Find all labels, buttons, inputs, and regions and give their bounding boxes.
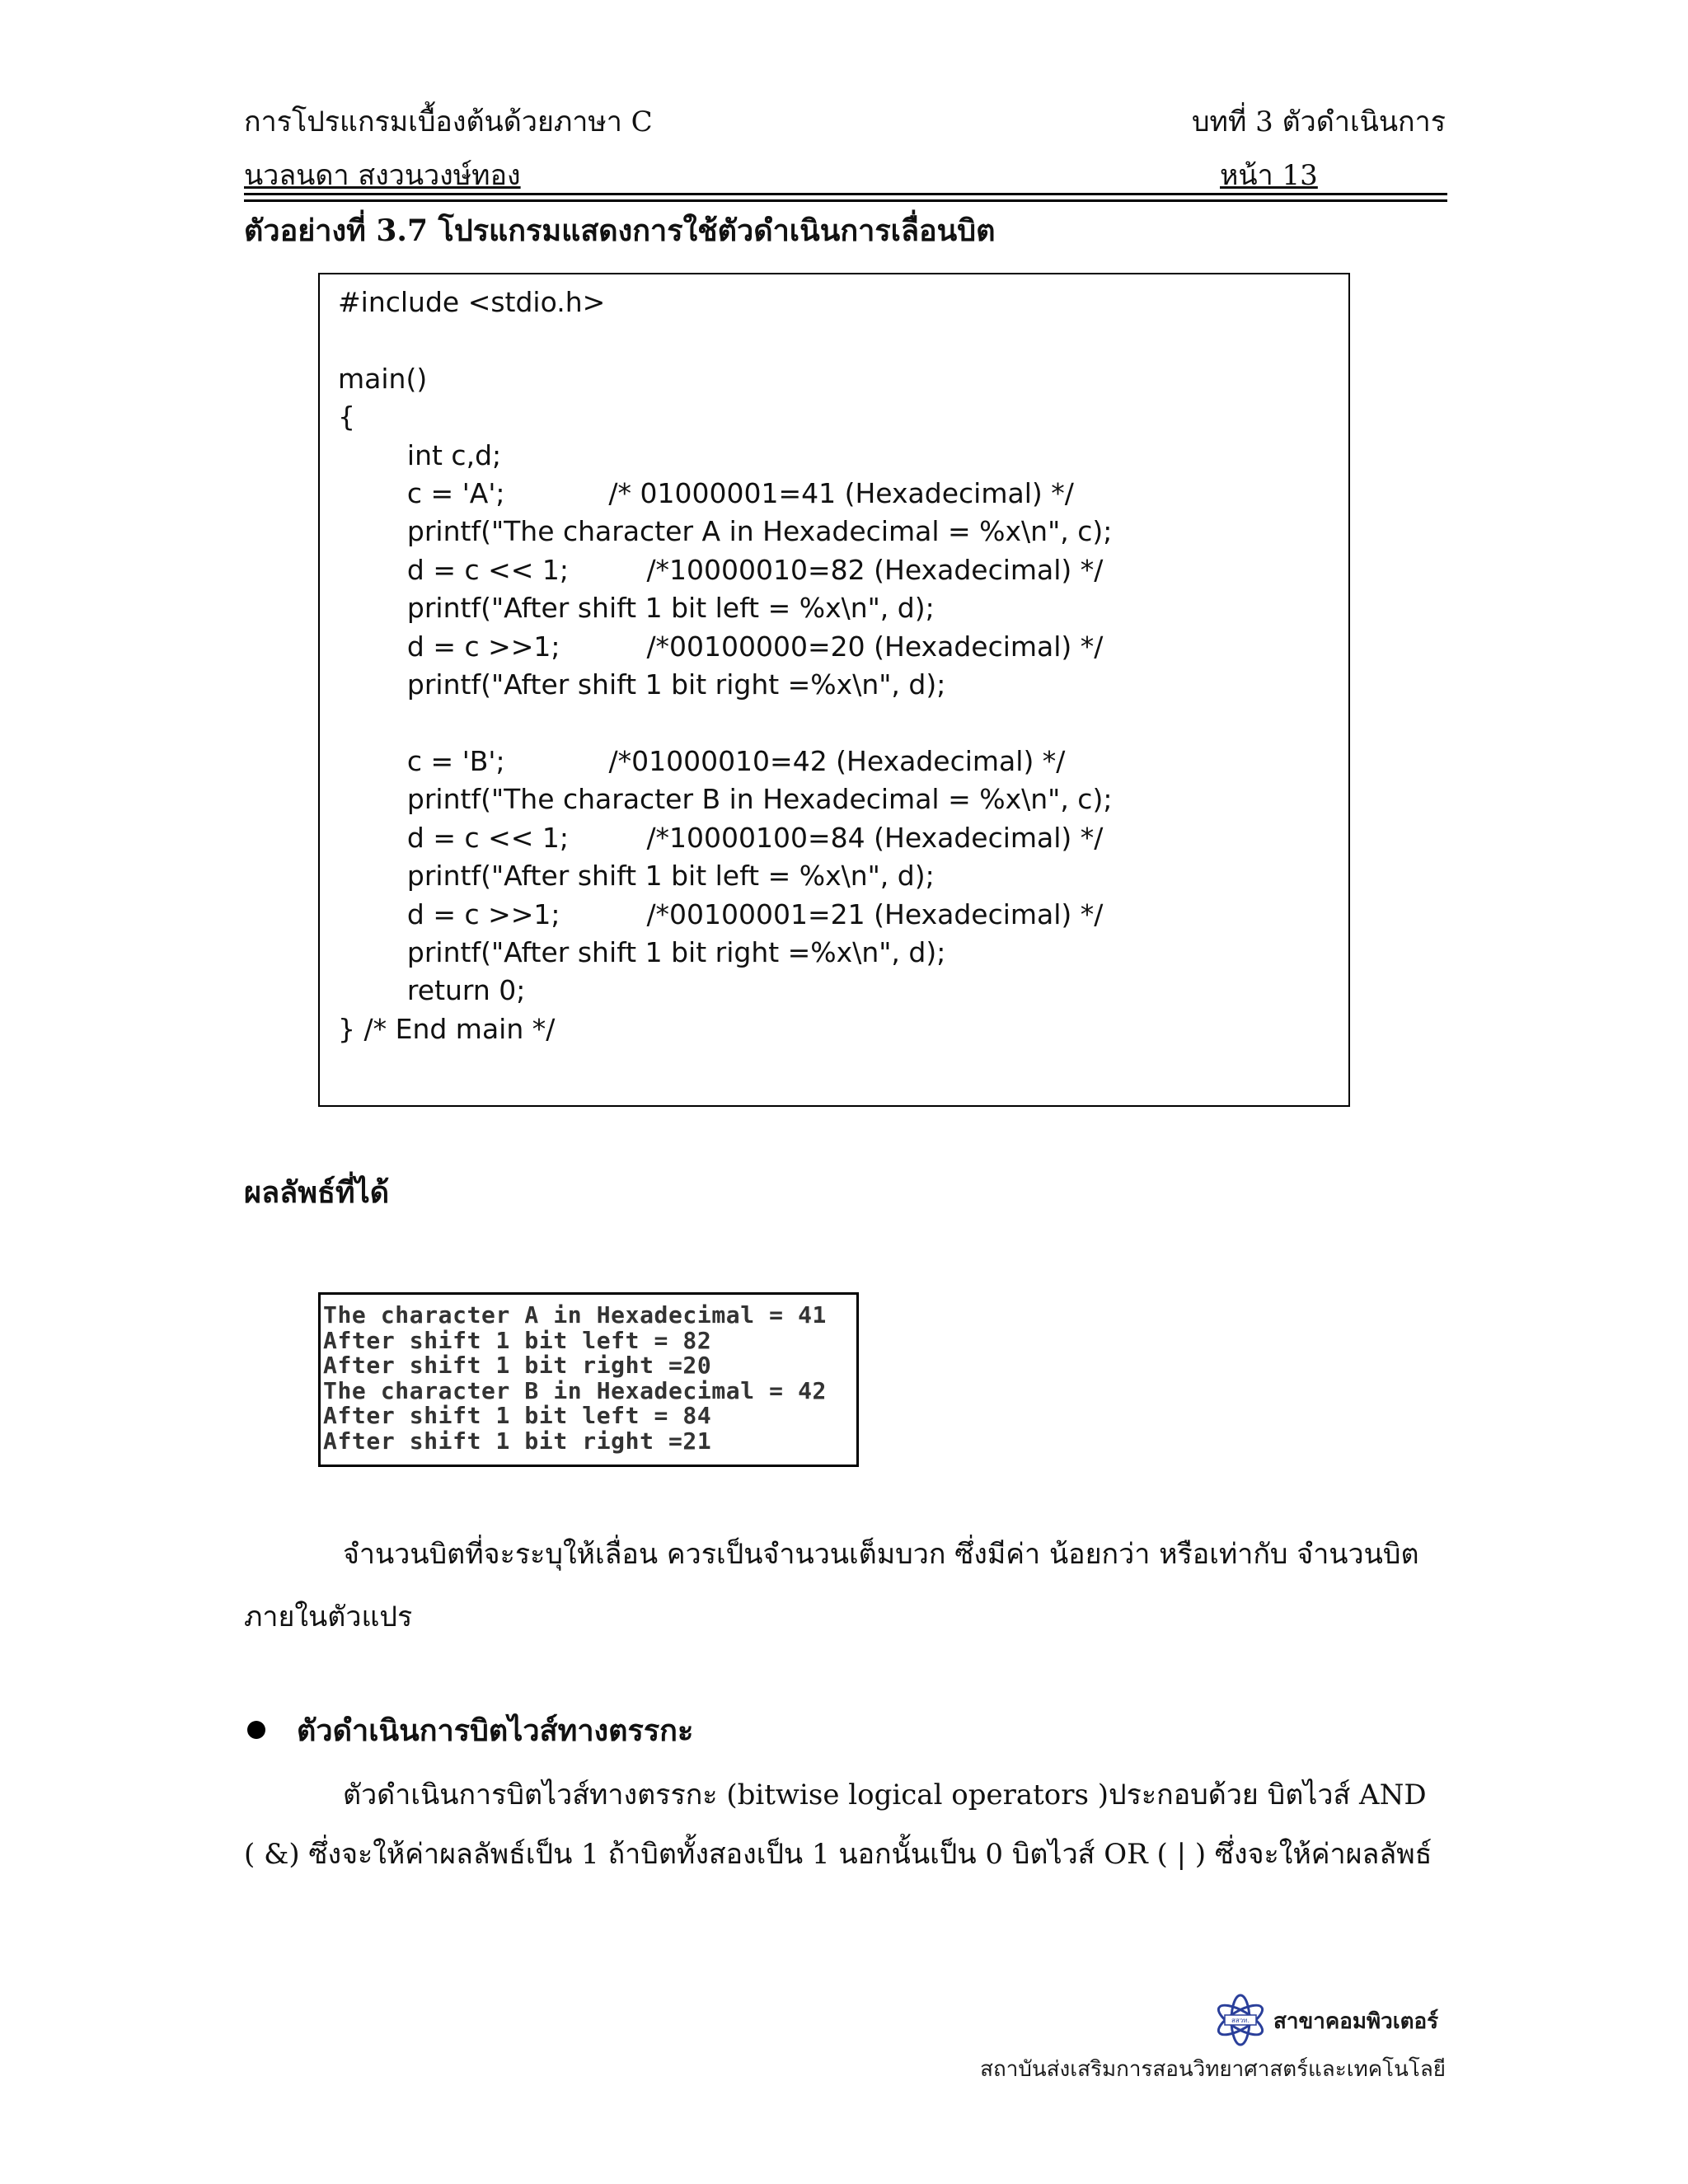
- code-line: c = 'A'; /* 01000001=41 (Hexadecimal) */: [338, 477, 1074, 510]
- code-line: printf("The character A in Hexadecimal = %x\n", c);: [338, 515, 1113, 548]
- code-line: } /* End main */: [338, 1012, 556, 1045]
- header-rule-top: [244, 193, 1447, 195]
- paragraph-shift-note-line1: จำนวนบิตที่จะระบุให้เลื่อน ควรเป็นจำนวนเต็มบวก ซึ่งมีค่า น้อยกว่า หรือเท่ากับ จำนวนบิต: [343, 1538, 1419, 1571]
- bullet-icon: [247, 1721, 265, 1739]
- footer-department: สาขาคอมพิวเตอร์: [1273, 2009, 1439, 2034]
- console-line: The character B in Hexadecimal = 42: [323, 1376, 828, 1404]
- header-rule-bottom: [244, 199, 1447, 202]
- author-name: นวลนดา สงวนวงษ์ทอง: [244, 159, 521, 192]
- code-line: printf("After shift 1 bit left = %x\n", d);: [338, 860, 935, 893]
- code-line: return 0;: [338, 974, 526, 1007]
- console-line: After shift 1 bit right =21: [323, 1427, 712, 1455]
- output-heading: ผลลัพธ์ที่ได้: [244, 1175, 390, 1210]
- paragraph-shift-note-line2: ภายในตัวแปร: [244, 1601, 413, 1633]
- code-line: printf("After shift 1 bit right =%x\n", d);: [338, 935, 946, 968]
- code-line: d = c >>1; /*00100000=20 (Hexadecimal) */: [338, 630, 1104, 663]
- code-line: d = c << 1; /*10000100=84 (Hexadecimal) */: [338, 821, 1104, 854]
- institute-logo-icon: [1213, 1993, 1268, 2047]
- console-line: After shift 1 bit left = 82: [323, 1326, 712, 1354]
- code-line: printf("The character B in Hexadecimal = %x\n", c);: [338, 783, 1113, 816]
- console-line: The character A in Hexadecimal = 41: [323, 1301, 828, 1329]
- paragraph-bitwise-line1: ตัวดำเนินการบิตไวส์ทางตรรกะ (bitwise logical operators )ประกอบด้วย บิตไวส์ AND: [343, 1779, 1427, 1811]
- console-line: After shift 1 bit right =20: [323, 1352, 712, 1379]
- footer-institute: สถาบันส่งเสริมการสอนวิทยาศาสตร์และเทคโนโลยี: [980, 2057, 1446, 2082]
- code-line: printf("After shift 1 bit right =%x\n", d);: [338, 668, 946, 701]
- example-title: ตัวอย่างที่ 3.7 โปรแกรมแสดงการใช้ตัวดำเนินการเลื่อนบิต: [244, 213, 996, 248]
- code-line: main(): [338, 362, 428, 395]
- console-line: After shift 1 bit left = 84: [323, 1402, 712, 1429]
- code-line: #include <stdio.h>: [338, 286, 606, 318]
- code-line: int c,d;: [338, 438, 502, 471]
- code-line: printf("After shift 1 bit left = %x\n", d);: [338, 592, 935, 625]
- console-output: [323, 1303, 827, 1454]
- logo-text: สสวท.: [1231, 2017, 1250, 2024]
- paragraph-bitwise-line2: ( &) ซึ่งจะให้ค่าผลลัพธ์เป็น 1 ถ้าบิตทั้งสองเป็น 1 นอกนั้นเป็น 0 บิตไวส์ OR ( | ) ซึ่งจะให้ค่าผลลัพธ์: [244, 1838, 1432, 1871]
- chapter-title: บทที่ 3 ตัวดำเนินการ: [1191, 105, 1446, 138]
- code-listing: [338, 284, 1112, 1048]
- code-line: [338, 704, 1112, 742]
- code-line: [338, 321, 1112, 359]
- code-line: d = c << 1; /*10000010=82 (Hexadecimal) */: [338, 553, 1104, 586]
- section-heading: ตัวดำเนินการบิตไวส์ทางตรรกะ: [297, 1713, 694, 1748]
- code-line: c = 'B'; /*01000010=42 (Hexadecimal) */: [338, 744, 1066, 777]
- book-title: การโปรแกรมเบื้องต้นด้วยภาษา C: [244, 105, 653, 138]
- code-line: {: [338, 401, 355, 434]
- code-line: d = c >>1; /*00100001=21 (Hexadecimal) */: [338, 898, 1104, 930]
- page-number: หน้า 13: [1220, 159, 1318, 192]
